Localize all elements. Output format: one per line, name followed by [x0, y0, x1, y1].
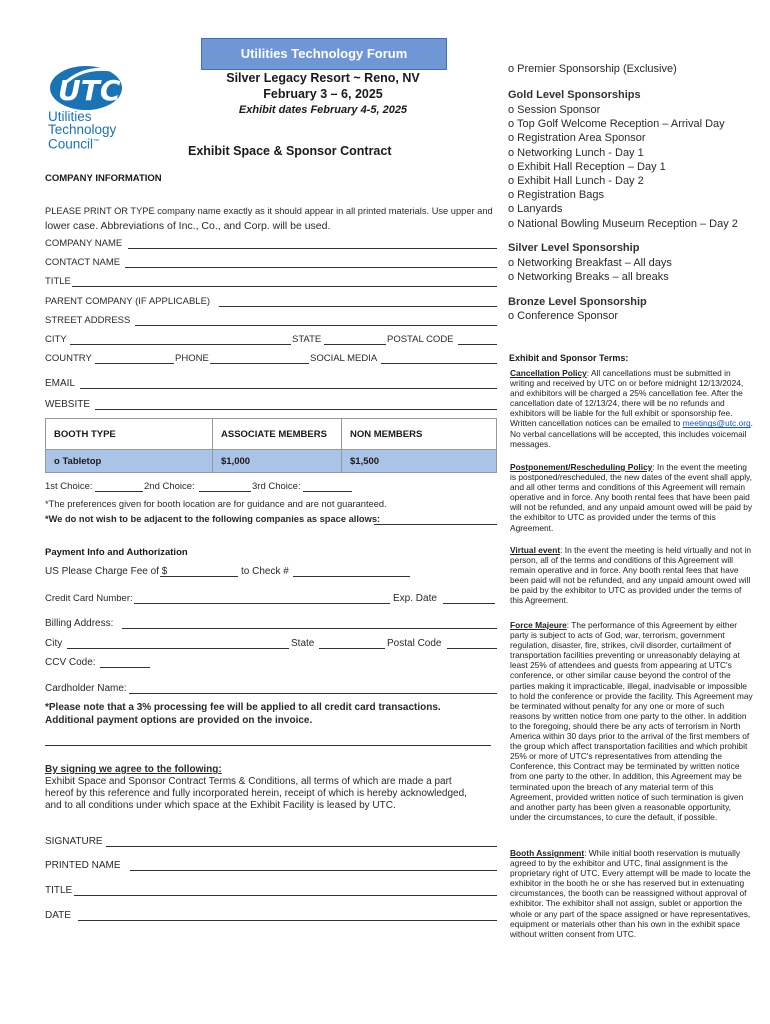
gold-exhibit-hall-reception[interactable]: o Exhibit Hall Reception – Day 1 — [508, 160, 666, 173]
title-label: TITLE — [45, 276, 71, 287]
payment-options-note: Additional payment options are provided on the invoice. — [45, 715, 313, 726]
booth-assignment-policy: Booth Assignment: While initial booth reservation is mutually agreed to by the exhibitor and UTC, final assignment is the proprietary right of UTC. Every attempt will be made to locate the exhibitor in the booth he or she has reserved but in extenuating circumstances, the booth can be reassigned without approval of exhibitor. The exhibitor shall not assign, sublet or apportion the whole or any part of the space assigned or have representatives, equipment or materials other than his own in the exhibit space without written consent from UTC. — [510, 848, 751, 939]
ccv-field[interactable] — [100, 667, 150, 668]
postal-code-label: POSTAL CODE — [387, 334, 454, 345]
first-choice-label: 1st Choice: — [45, 481, 93, 492]
website-label: WEBSITE — [45, 399, 91, 410]
booth-table — [45, 418, 497, 473]
phone-label: PHONE — [175, 353, 209, 364]
divider-line — [45, 745, 491, 746]
exhibit-dates: Exhibit dates February 4-5, 2025 — [238, 104, 408, 116]
company-name-label: COMPANY NAME — [45, 238, 123, 249]
first-choice-field[interactable] — [95, 491, 143, 492]
silver-networking-breaks[interactable]: o Networking Breaks – all breaks — [508, 271, 669, 284]
billing-city-label: City — [45, 638, 63, 649]
date-field[interactable] — [78, 920, 497, 921]
gold-registration-bags[interactable]: o Registration Bags — [508, 189, 604, 202]
signature-label: SIGNATURE — [45, 836, 103, 847]
svg-text:UTC: UTC — [58, 74, 121, 107]
printed-name-label: PRINTED NAME — [45, 860, 121, 871]
printed-name-field[interactable] — [130, 870, 497, 871]
silver-level-heading: Silver Level Sponsorship — [508, 242, 640, 254]
agreement-heading: By signing we agree to the following: — [45, 764, 222, 775]
booth-type-tabletop[interactable]: o Tabletop — [46, 450, 213, 473]
exp-date-label: Exp. Date — [393, 593, 437, 604]
agreement-text-2: hereof by this reference and fully incorporated herein, receipt of which is hereby acknowledged, — [45, 788, 467, 799]
check-number-field[interactable] — [293, 576, 410, 577]
card-number-field[interactable] — [134, 603, 390, 604]
contact-name-field[interactable] — [125, 267, 497, 268]
gold-options-list — [508, 103, 738, 231]
header-associate-members: ASSOCIATE MEMBERS — [213, 419, 342, 450]
third-choice-field[interactable] — [303, 491, 352, 492]
email-label: EMAIL — [45, 378, 76, 389]
email-field[interactable] — [80, 388, 497, 389]
exp-date-field[interactable] — [443, 603, 495, 604]
bronze-level-heading: Bronze Level Sponsorship — [508, 296, 647, 308]
booth-table-header — [46, 419, 497, 450]
state-label: STATE — [292, 334, 322, 345]
city-label: CITY — [45, 334, 67, 345]
second-choice-field[interactable] — [199, 491, 251, 492]
cardholder-label: Cardholder Name: — [45, 683, 127, 694]
payment-section-title: Payment Info and Authorization — [45, 547, 188, 558]
terms-heading: Exhibit and Sponsor Terms: — [509, 353, 629, 363]
state-field[interactable] — [324, 344, 386, 345]
silver-networking-breakfast[interactable]: o Networking Breakfast – All days — [508, 257, 672, 269]
bronze-conference-sponsor[interactable]: o Conference Sponsor — [508, 310, 619, 322]
social-media-label: SOCIAL MEDIA — [310, 353, 378, 364]
event-dates: February 3 – 6, 2025 — [263, 87, 383, 101]
country-field[interactable] — [95, 363, 174, 364]
premier-sponsorship-option[interactable]: o Premier Sponsorship (Exclusive) — [508, 63, 677, 75]
street-address-field[interactable] — [135, 325, 497, 326]
adjacent-note: *We do not wish to be adjacent to the following companies as space allows: — [45, 514, 381, 524]
signer-title-field[interactable] — [74, 895, 497, 896]
associate-price: $1,000 — [213, 450, 342, 473]
cardholder-field[interactable] — [129, 693, 497, 694]
billing-city-field[interactable] — [67, 648, 289, 649]
force-majeure-policy: Force Majeure: The performance of this Agreement by either party is subject to acts of God, war, terrorism, government regulation, disaster, fire, strikes, civil disorder, curtailment of transportation facilities preventing or unreasonably delaying at least 25% of attendees and guests from appearing at UTC's conference, or other similar cause beyond the control of the parties making it impracticable, illegal, inadvisable or impossible to hold the conference or provide the facility. This Agreement may be terminated without penalty for any one or more of such reasons by written notice from one party to the other. In addition to the foregoing, should there be any acts of terrorism in North America within 30 days prior to the arrival of the first members of the group which affect transportation facilities and which prohibit 25% or more of UTC's representatives from attending the Conference, this Contract may be terminated by written notice from one party to the other. In addition, this Agreement may be terminated upon the breach of any material term of this Agreement, provided written notice of such termination is given and another party has been given a reasonable opportunity, under the circumstances, to cure the default, if possible. — [510, 620, 753, 822]
gold-session-sponsor[interactable]: o Session Sponsor — [508, 104, 601, 116]
website-field[interactable] — [95, 409, 497, 410]
signer-title-label: TITLE — [45, 885, 73, 896]
header-booth-type: BOOTH TYPE — [46, 419, 213, 450]
charge-amount-field[interactable] — [160, 576, 238, 577]
postponement-policy: Postponement/Rescheduling Policy: In the event the meeting is postponed/rescheduled, the new dates of the event shall apply, and all other terms and conditions of this Agreement will remain operative and in force. Any booth rental fees that have been paid will not be refunded, and any unpaid amount owed will be paid by the exhibitor to UTC as provided under the terms of this Agreement. — [510, 462, 753, 533]
silver-options-list — [508, 256, 672, 284]
phone-field[interactable] — [210, 363, 309, 364]
city-field[interactable] — [70, 344, 291, 345]
forum-banner: Utilities Technology Forum — [201, 38, 447, 70]
postal-code-field[interactable] — [458, 344, 497, 345]
header-non-members: NON MEMBERS — [342, 419, 497, 450]
booth-row-tabletop[interactable] — [46, 450, 497, 473]
non-member-price: $1,500 — [342, 450, 497, 473]
third-choice-label: 3rd Choice: — [252, 481, 301, 492]
company-section-title: COMPANY INFORMATION — [45, 173, 162, 184]
billing-postal-field[interactable] — [447, 648, 497, 649]
billing-address-label: Billing Address: — [45, 618, 114, 629]
billing-state-label: State — [291, 638, 315, 649]
card-number-label: Credit Card Number: — [45, 593, 133, 604]
gold-top-golf-reception[interactable]: o Top Golf Welcome Reception – Arrival Day — [508, 118, 725, 131]
gold-level-heading: Gold Level Sponsorships — [508, 89, 641, 101]
parent-company-field[interactable] — [219, 306, 497, 307]
billing-postal-label: Postal Code — [387, 638, 442, 649]
venue-name: Silver Legacy Resort ~ Reno, NV — [226, 71, 420, 85]
title-field[interactable] — [72, 286, 497, 287]
contract-title: Exhibit Space & Sponsor Contract — [188, 144, 392, 158]
country-label: COUNTRY — [45, 353, 92, 364]
gold-bowling-museum-reception[interactable]: o National Bowling Museum Reception – Day 2 — [508, 217, 738, 230]
parent-company-label: PARENT COMPANY (IF APPLICABLE) — [45, 296, 211, 307]
venue-block — [185, 70, 461, 118]
meetings-email-link[interactable]: meetings@utc.org — [682, 418, 751, 429]
adjacent-field[interactable] — [374, 524, 497, 525]
street-address-label: STREET ADDRESS — [45, 315, 131, 326]
signature-field[interactable] — [106, 846, 497, 847]
social-media-field[interactable] — [381, 363, 497, 364]
instructions-line-1: PLEASE PRINT OR TYPE company name exactly as it should appear in all printed materials. Use upper and — [45, 206, 493, 216]
date-label: DATE — [45, 910, 71, 921]
billing-state-field[interactable] — [319, 648, 385, 649]
check-number-label: to Check # — [241, 566, 289, 577]
logo-wordmark: Utilities Technology Council™ — [48, 109, 117, 152]
gold-registration-area[interactable]: o Registration Area Sponsor — [508, 132, 646, 145]
virtual-event-policy: Virtual event: In the event the meeting is held virtually and not in person, all of the terms and conditions of this Agreement will remain operative and in force. Any booth rental fees that have been paid will not be refunded, and any unpaid amount owed will be paid by the exhibitor to UTC as provided under the terms of this Agreement. — [510, 545, 752, 606]
ccv-label: CCV Code: — [45, 657, 96, 668]
company-name-field[interactable] — [128, 248, 497, 249]
gold-networking-lunch[interactable]: o Networking Lunch - Day 1 — [508, 146, 644, 159]
cancellation-policy: Cancellation Policy: All cancellations must be submitted in writing and received by UTC on or before midnight 12/13/2024, and exhibitors will be charged a 25% cancellation fee. After the cancellation date of 12/13/24, there will be no refunds and exhibitors will be liable for the full exhibit or sponsorship fee. Written cancellation notices can be emailed to meetings@utc.org. No verbal cancellations will be accepted, this includes voicemail messages. — [510, 368, 753, 449]
gold-exhibit-hall-lunch[interactable]: o Exhibit Hall Lunch - Day 2 — [508, 175, 644, 188]
processing-fee-note: *Please note that a 3% processing fee will be applied to all credit card transactions. — [45, 702, 441, 713]
preferences-note: *The preferences given for booth location are for guidance and are not guaranteed. — [45, 499, 387, 509]
gold-lanyards[interactable]: o Lanyards — [508, 203, 563, 216]
contact-name-label: CONTACT NAME — [45, 257, 121, 268]
billing-address-field[interactable] — [122, 628, 497, 629]
second-choice-label: 2nd Choice: — [144, 481, 195, 492]
agreement-text-3: and to all conditions under which space at the Exhibit Facility is leased by UTC. — [45, 800, 396, 811]
agreement-text-1: Exhibit Space and Sponsor Contract Terms & Conditions, all terms of which are made a part — [45, 776, 452, 787]
charge-fee-label: US Please Charge Fee of $ — [45, 566, 168, 577]
instructions-line-2: lower case. Abbreviations of Inc., Co., and Corp. will be used. — [45, 220, 331, 232]
